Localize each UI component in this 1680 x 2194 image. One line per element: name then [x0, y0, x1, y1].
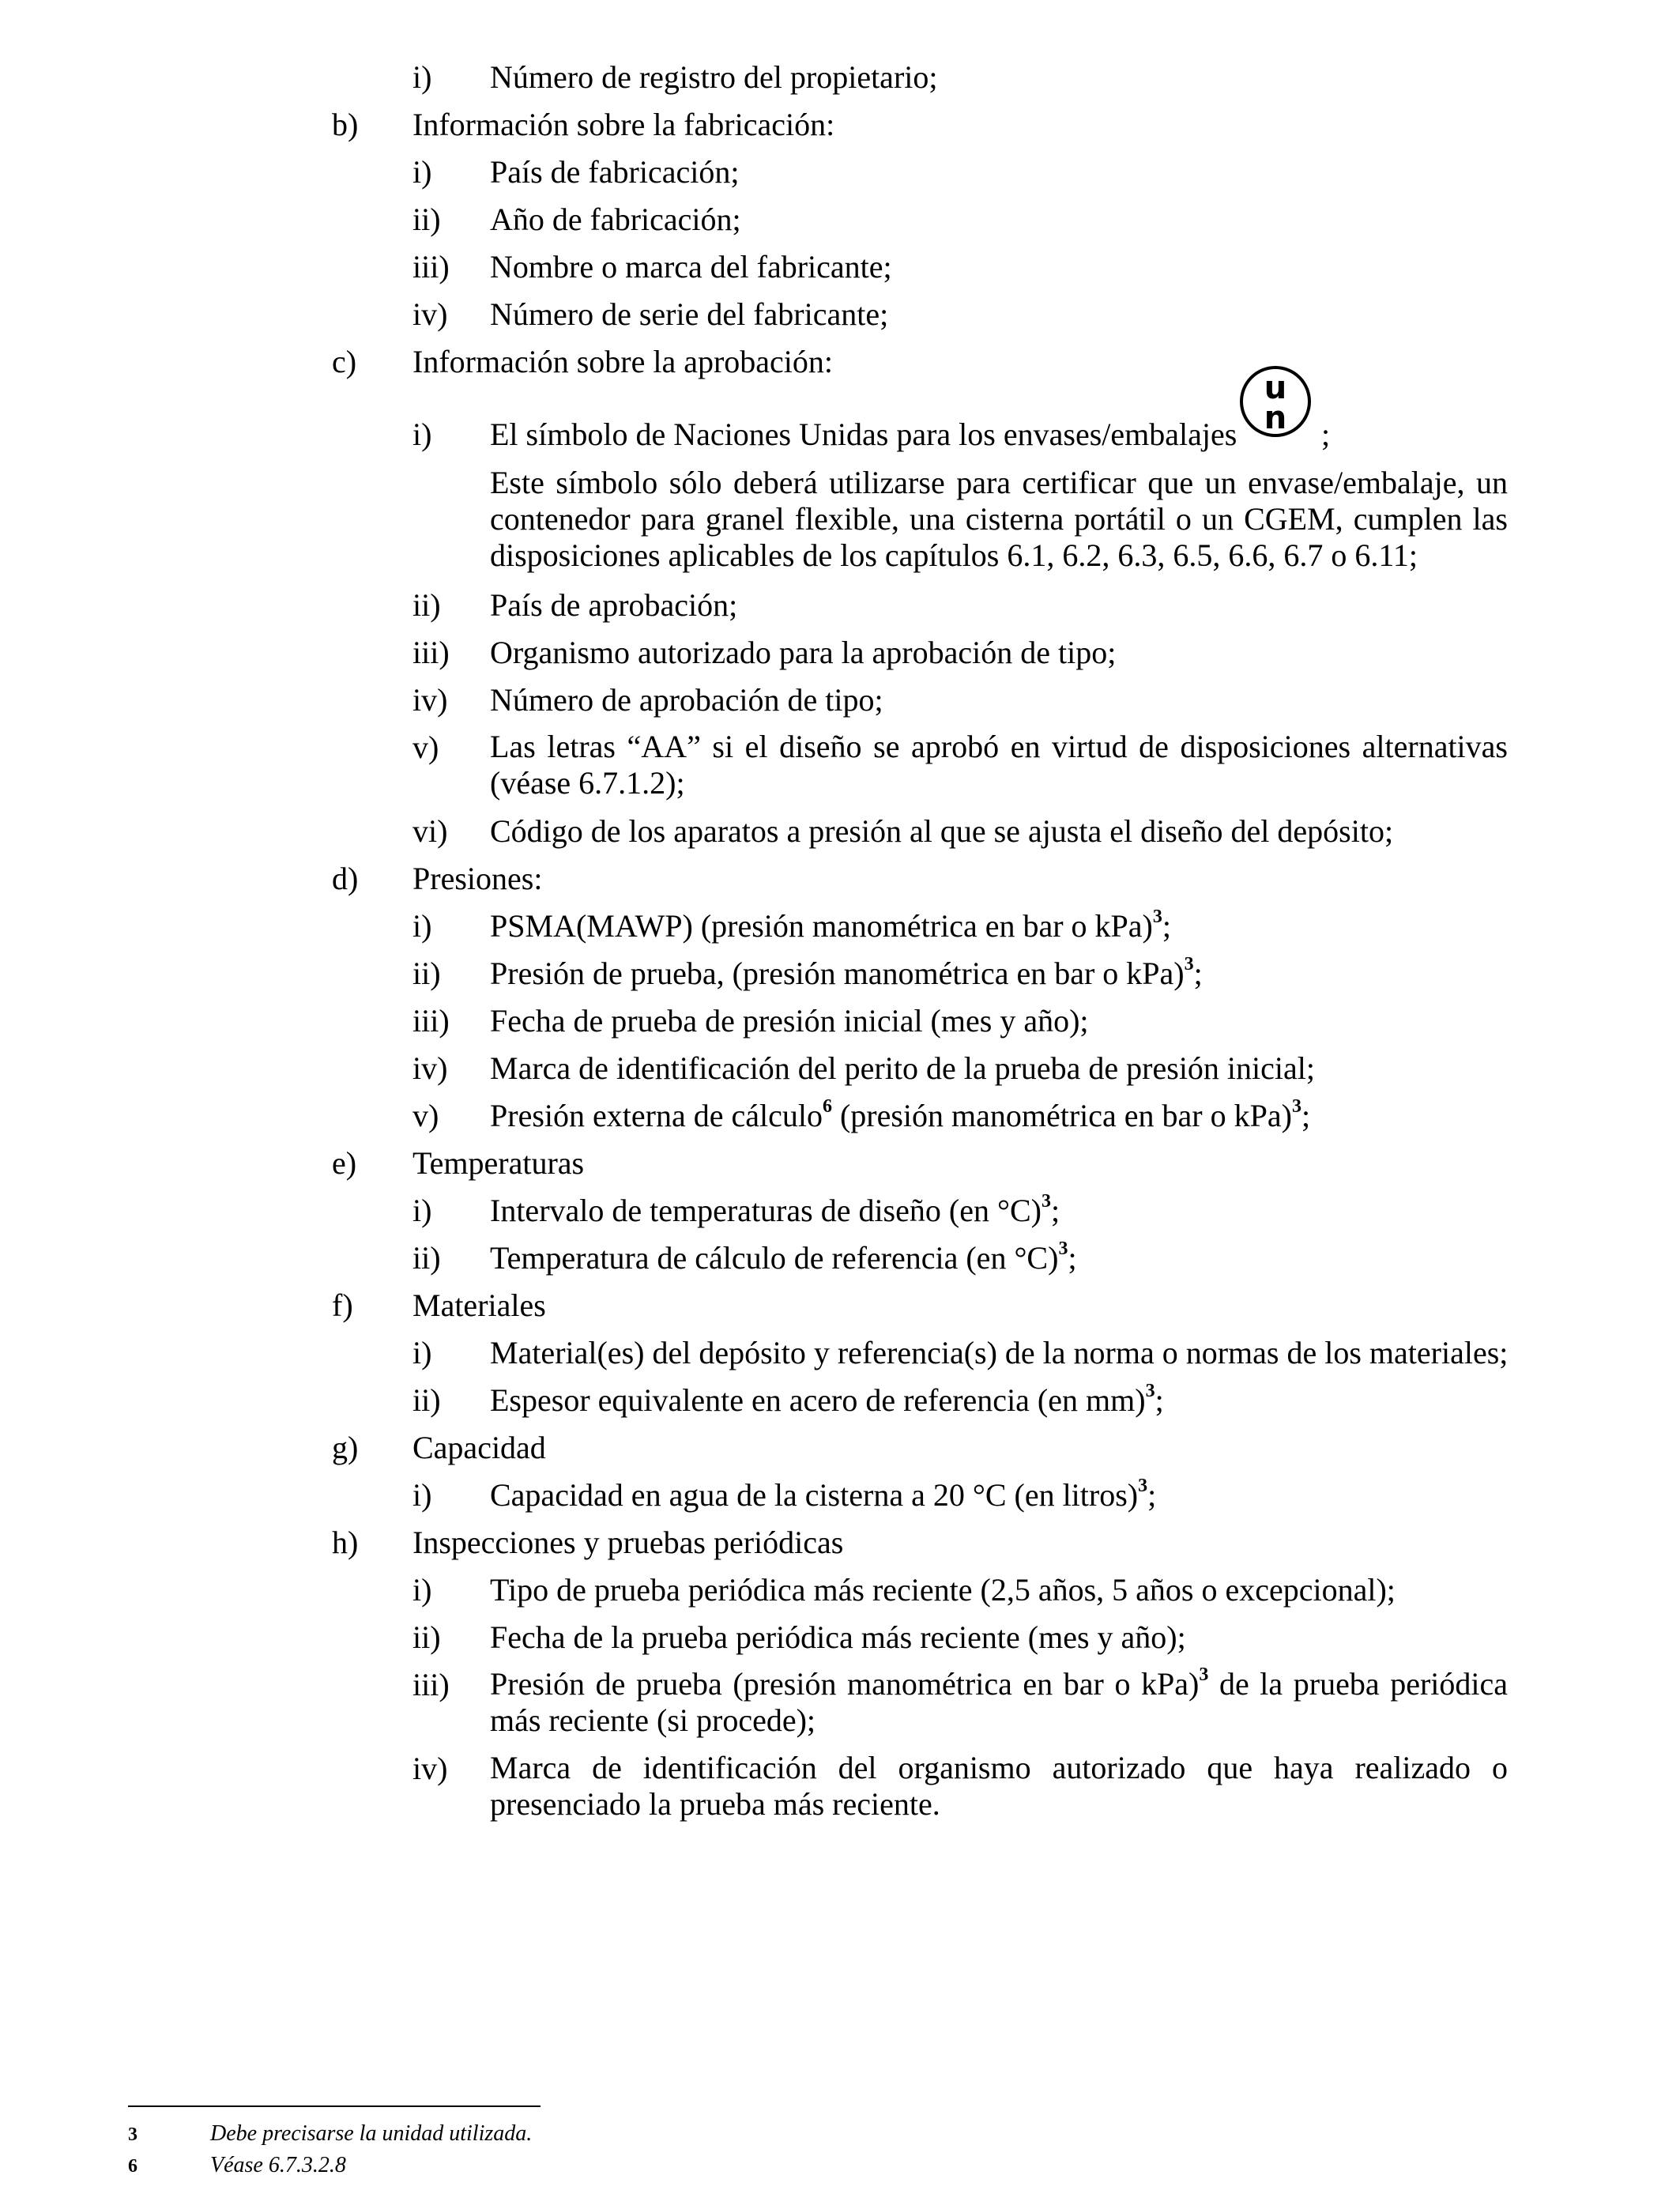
section-label: f)	[332, 1287, 353, 1323]
section-label: c)	[332, 344, 357, 379]
item-text: Número de aprobación de tipo;	[490, 682, 883, 718]
item-label: iii)	[412, 1003, 450, 1039]
un-packaging-symbol-icon	[1239, 365, 1312, 438]
item-text: Fecha de prueba de presión inicial (mes y año);	[490, 1003, 1089, 1039]
footnote-separator	[128, 2105, 541, 2107]
item-label: i)	[412, 154, 432, 190]
section-label: d)	[332, 861, 359, 896]
item-text: Presión externa de cálculo$^6$ (presión manométrica en bar o kPa)$^3$;	[490, 1096, 1311, 1133]
item-label: ii)	[412, 1382, 441, 1418]
item-label: i)	[412, 417, 432, 452]
item-text: PSMA(MAWP) (presión manométrica en bar o kPa)$^3$;	[490, 907, 1171, 944]
section-heading: Capacidad	[412, 1430, 546, 1465]
item-label: v)	[412, 729, 439, 765]
item-text: Organismo autorizado para la aprobación de tipo;	[490, 635, 1117, 670]
section-heading: Materiales	[412, 1287, 546, 1323]
item-label: i)	[412, 1193, 432, 1228]
item-text: Fecha de la prueba periódica más reciente (mes y año);	[490, 1619, 1186, 1655]
item-punctuation: ;	[1321, 417, 1331, 452]
footnote-number: 6	[128, 2156, 137, 2177]
footnote-ref: 3	[1145, 1381, 1155, 1401]
item-text: Marca de identificación del perito de la prueba de presión inicial;	[490, 1050, 1316, 1086]
footnote-ref: 3	[1291, 1096, 1301, 1117]
section-heading: Presiones:	[412, 861, 543, 896]
item-label: i)	[412, 1335, 432, 1370]
item-text: Intervalo de temperaturas de diseño (en °C)$^3$;	[490, 1191, 1060, 1228]
item-label: iii)	[412, 635, 450, 670]
footnote-ref: 6	[822, 1096, 832, 1117]
section-heading: Información sobre la aprobación:	[412, 344, 834, 379]
section-label: e)	[332, 1145, 357, 1181]
footnote-text: Véase 6.7.3.2.8	[210, 2153, 346, 2177]
item-label: iii)	[412, 1667, 450, 1702]
item-label: iv)	[412, 1050, 448, 1086]
item-text: Capacidad en agua de la cisterna a 20 °C (en litros)$^3$;	[490, 1476, 1157, 1513]
footnote-ref: 3	[1184, 954, 1194, 974]
item-text: Número de registro del propietario;	[490, 59, 938, 95]
item-text: Las letras “AA” si el diseño se aprobó en virtud de disposiciones alternativas (véase 6.7.1.2);	[490, 729, 1508, 801]
footnote-ref: 3	[1199, 1664, 1209, 1685]
section-label: h)	[332, 1525, 359, 1560]
footnote-ref: 3	[1058, 1238, 1068, 1259]
item-text: Marca de identificación del organismo autorizado que haya realizado o presenciado la prueba más reciente.	[490, 1750, 1508, 1822]
item-label: i)	[412, 1477, 432, 1513]
item-text: País de fabricación;	[490, 154, 740, 190]
section-heading: Temperaturas	[412, 1145, 585, 1181]
item-label: i)	[412, 1572, 432, 1608]
item-text: Espesor equivalente en acero de referencia (en mm)$^3$;	[490, 1381, 1164, 1418]
section-heading: Inspecciones y pruebas periódicas	[412, 1525, 844, 1560]
item-label: iii)	[412, 249, 450, 285]
section-heading: Información sobre la fabricación:	[412, 107, 835, 142]
item-text: Presión de prueba (presión manométrica en bar o kPa)$^3$ de la prueba periódica más reciente (si procede);	[490, 1664, 1508, 1738]
un-symbol-letter-u: u	[1264, 370, 1287, 406]
item-label: iv)	[412, 296, 448, 332]
item-label: vi)	[412, 813, 448, 849]
item-label: v)	[412, 1098, 439, 1133]
item-label: ii)	[412, 956, 441, 991]
item-label: ii)	[412, 202, 441, 237]
item-label: iv)	[412, 682, 448, 718]
footnote-ref: 3	[1152, 907, 1162, 927]
item-label: i)	[412, 59, 432, 95]
item-label: iv)	[412, 1751, 448, 1786]
item-text: El símbolo de Naciones Unidas para los envases/embalajes	[490, 417, 1237, 452]
item-text: Material(es) del depósito y referencia(s) de la norma o normas de los materiales;	[490, 1335, 1509, 1370]
item-text: Número de serie del fabricante;	[490, 296, 889, 332]
item-label: ii)	[412, 1240, 441, 1276]
section-label: b)	[332, 107, 359, 142]
item-text: Nombre o marca del fabricante;	[490, 249, 892, 285]
footnote-number: 3	[128, 2124, 137, 2145]
footnote-ref: 3	[1041, 1191, 1051, 1212]
item-text: Presión de prueba, (presión manométrica en bar o kPa)$^3$;	[490, 954, 1203, 991]
section-label: g)	[332, 1430, 359, 1465]
item-text: Temperatura de cálculo de referencia (en °C)$^3$;	[490, 1238, 1077, 1276]
item-text: Código de los aparatos a presión al que se ajusta el diseño del depósito;	[490, 813, 1394, 849]
symbol-usage-note: Este símbolo sólo deberá utilizarse para certificar que un envase/embalaje, un contenedor para granel flexible, una cisterna portátil o un CGEM, cumplen las disposiciones aplicables de los capítulos 6.1, 6.2, 6.3, 6.5, 6.6, 6.7 o 6.11;	[490, 465, 1508, 573]
item-label: ii)	[412, 1619, 441, 1655]
item-label: ii)	[412, 587, 441, 623]
item-text: Tipo de prueba periódica más reciente (2,5 años, 5 años o excepcional);	[490, 1572, 1396, 1608]
item-label: i)	[412, 908, 432, 944]
item-text: Año de fabricación;	[490, 202, 741, 237]
un-symbol-letter-n: n	[1264, 400, 1287, 436]
footnote-ref: 3	[1138, 1476, 1148, 1496]
footnote-text: Debe precisarse la unidad utilizada.	[210, 2121, 533, 2146]
item-text: País de aprobación;	[490, 587, 738, 623]
